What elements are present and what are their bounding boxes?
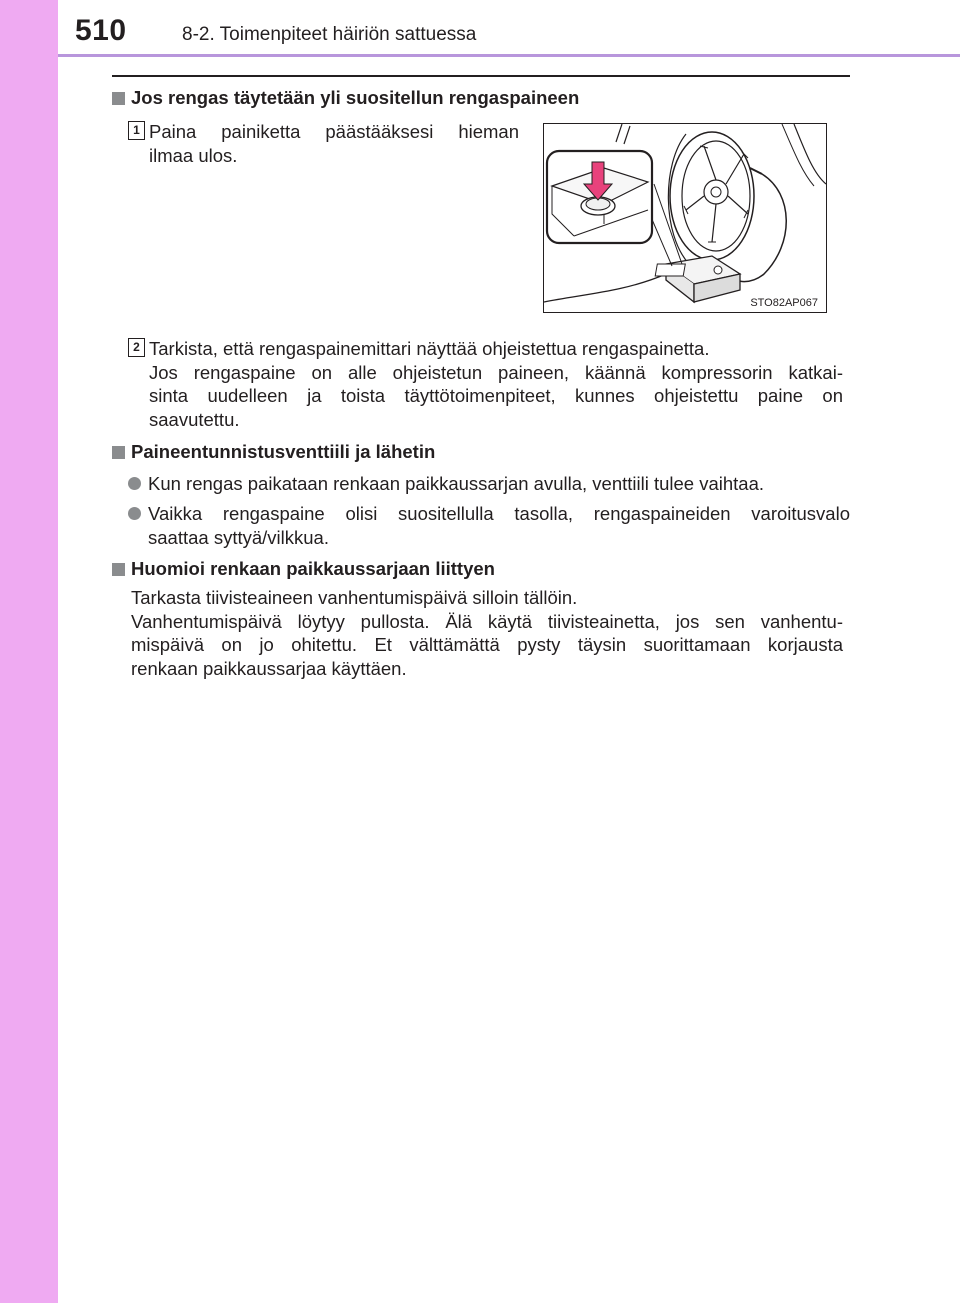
text-line: ilmaa ulos.: [149, 144, 238, 166]
step-1-text: [149, 120, 519, 167]
heading-text: Huomioi renkaan paikkaussarjaan liittyen: [131, 558, 495, 579]
text-line: sinta uudelleen ja toista täyttötoimenpiteet, kunnes ohjeistettu paine on: [149, 385, 843, 406]
text-line: saattaa syttyä/vilkkua.: [148, 526, 329, 548]
square-bullet-icon: [112, 563, 125, 576]
heading-text: Jos rengas täytetään yli suositellun rengaspaineen: [131, 87, 580, 108]
repair-kit-text: [131, 586, 843, 680]
header-rule: [58, 54, 960, 57]
compressor-drawing: [544, 124, 826, 312]
page-number: 510: [75, 14, 127, 47]
figure-compressor-illustration: [543, 123, 827, 313]
heading-text: Paineentunnistusventtiili ja lähetin: [131, 441, 436, 462]
section-heading-valve-transmitter: [112, 441, 435, 463]
bullet-item: [128, 502, 850, 549]
step-number-2: 2: [128, 338, 145, 357]
text-line: Vaikka rengaspaine olisi suositellulla tasolla, rengaspaineiden varoitusvalo: [148, 503, 850, 524]
text-line: renkaan paikkaussarjaa käyttäen.: [131, 657, 407, 679]
section-heading-overinflation: [112, 87, 579, 109]
side-color-band: [0, 0, 58, 1303]
round-bullet-icon: [128, 477, 141, 490]
figure-code: STO82AP067: [750, 297, 818, 309]
round-bullet-icon: [128, 507, 141, 520]
text-line: saavutettu.: [149, 408, 240, 430]
section-rule: [112, 75, 850, 77]
text-line: Jos rengaspaine on alle ohjeistetun paineen, käännä kompressorin katkai-: [149, 361, 843, 383]
step-number-1: 1: [128, 121, 145, 140]
text-line: Tarkasta tiivisteaineen vanhentumispäivä silloin tällöin.: [131, 587, 578, 608]
text-line: Vanhentumispäivä löytyy pullosta. Älä käytä tiivisteainetta, jos sen vanhentu-: [131, 610, 843, 632]
section-heading-repair-kit: [112, 558, 495, 580]
square-bullet-icon: [112, 446, 125, 459]
square-bullet-icon: [112, 92, 125, 105]
step-2-text: [149, 337, 843, 431]
text-line: Paina painiketta päästääksesi hieman: [149, 121, 519, 142]
text-line: mispäivä on jo ohitettu. Et välttämättä pysty täysin suorittamaan korjausta: [131, 634, 843, 655]
bullet-item: [128, 472, 850, 496]
text-line: Kun rengas paikataan renkaan paikkaussarjan avulla, venttiili tulee vaihtaa.: [148, 473, 765, 494]
text-line: Tarkista, että rengaspainemittari näyttää ohjeistettua rengaspainetta.: [149, 338, 710, 359]
chapter-title: 8-2. Toimenpiteet häiriön sattuessa: [182, 24, 477, 45]
